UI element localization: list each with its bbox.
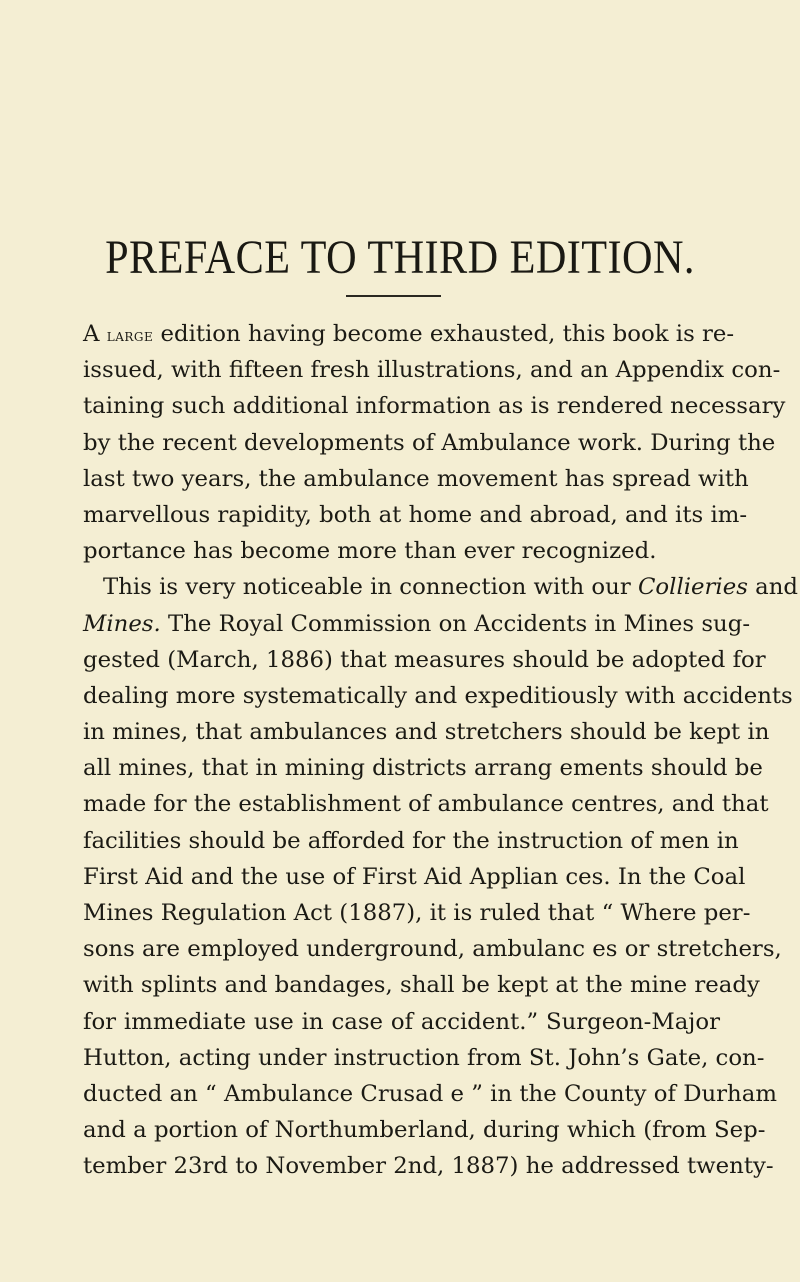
text-line: facilities should be afforded for the instruction of men in — [83, 827, 739, 854]
text-line: Mines. The Royal Commission on Accidents in Mines sug- — [83, 610, 751, 637]
text-line: in mines, that ambulances and stretchers should be kept in — [83, 719, 770, 746]
text-line: for immediate use in case of accident.” Surgeon-Major — [83, 1008, 720, 1035]
text-line: A large edition having become exhausted, this book is re- — [83, 321, 735, 347]
text-line: with splints and bandages, shall be kept at the mine ready — [83, 972, 760, 999]
text-line: and a portion of Northumberland, during which (from Sep- — [83, 1117, 766, 1144]
text-line: marvellous rapidity, both at home and abroad, and its im- — [83, 501, 748, 528]
text-line: taining such additional information as is rendered necessary — [83, 393, 786, 420]
text-line: made for the establishment of ambulance centres, and that — [83, 791, 769, 818]
text-line: by the recent developments of Ambulance work. During the — [83, 429, 776, 456]
title-rule — [346, 295, 441, 297]
page-title: PREFACE TO THIRD EDITION. — [105, 231, 695, 284]
text-line: sons are employed underground, ambulanc es or stretchers, — [83, 936, 782, 963]
text-line: Mines Regulation Act (1887), it is ruled that “ Where per- — [83, 900, 751, 926]
text-line: all mines, that in mining districts arrang ements should be — [83, 755, 763, 782]
text-line: This is very noticeable in connection with our Collieries and — [103, 574, 799, 601]
text-line: tember 23rd to November 2nd, 1887) he addressed twenty- — [83, 1153, 774, 1180]
text-line: dealing more systematically and expeditiously with accidents — [83, 682, 793, 709]
text-line: last two years, the ambulance movement has spread with — [83, 465, 749, 492]
text-line: First Aid and the use of First Aid Applian ces. In the Coal — [83, 863, 746, 890]
body-paragraph — [83, 316, 799, 1185]
text-line: gested (March, 1886) that measures should be adopted for — [83, 646, 766, 673]
text-line: Hutton, acting under instruction from St. John’s Gate, con- — [83, 1044, 765, 1071]
text-line: issued, with fifteen fresh illustrations, and an Appendix con- — [83, 357, 781, 384]
text-line: ducted an “ Ambulance Crusad e ” in the County of Durham — [83, 1080, 777, 1107]
text-line: portance has become more than ever recognized. — [83, 538, 657, 565]
